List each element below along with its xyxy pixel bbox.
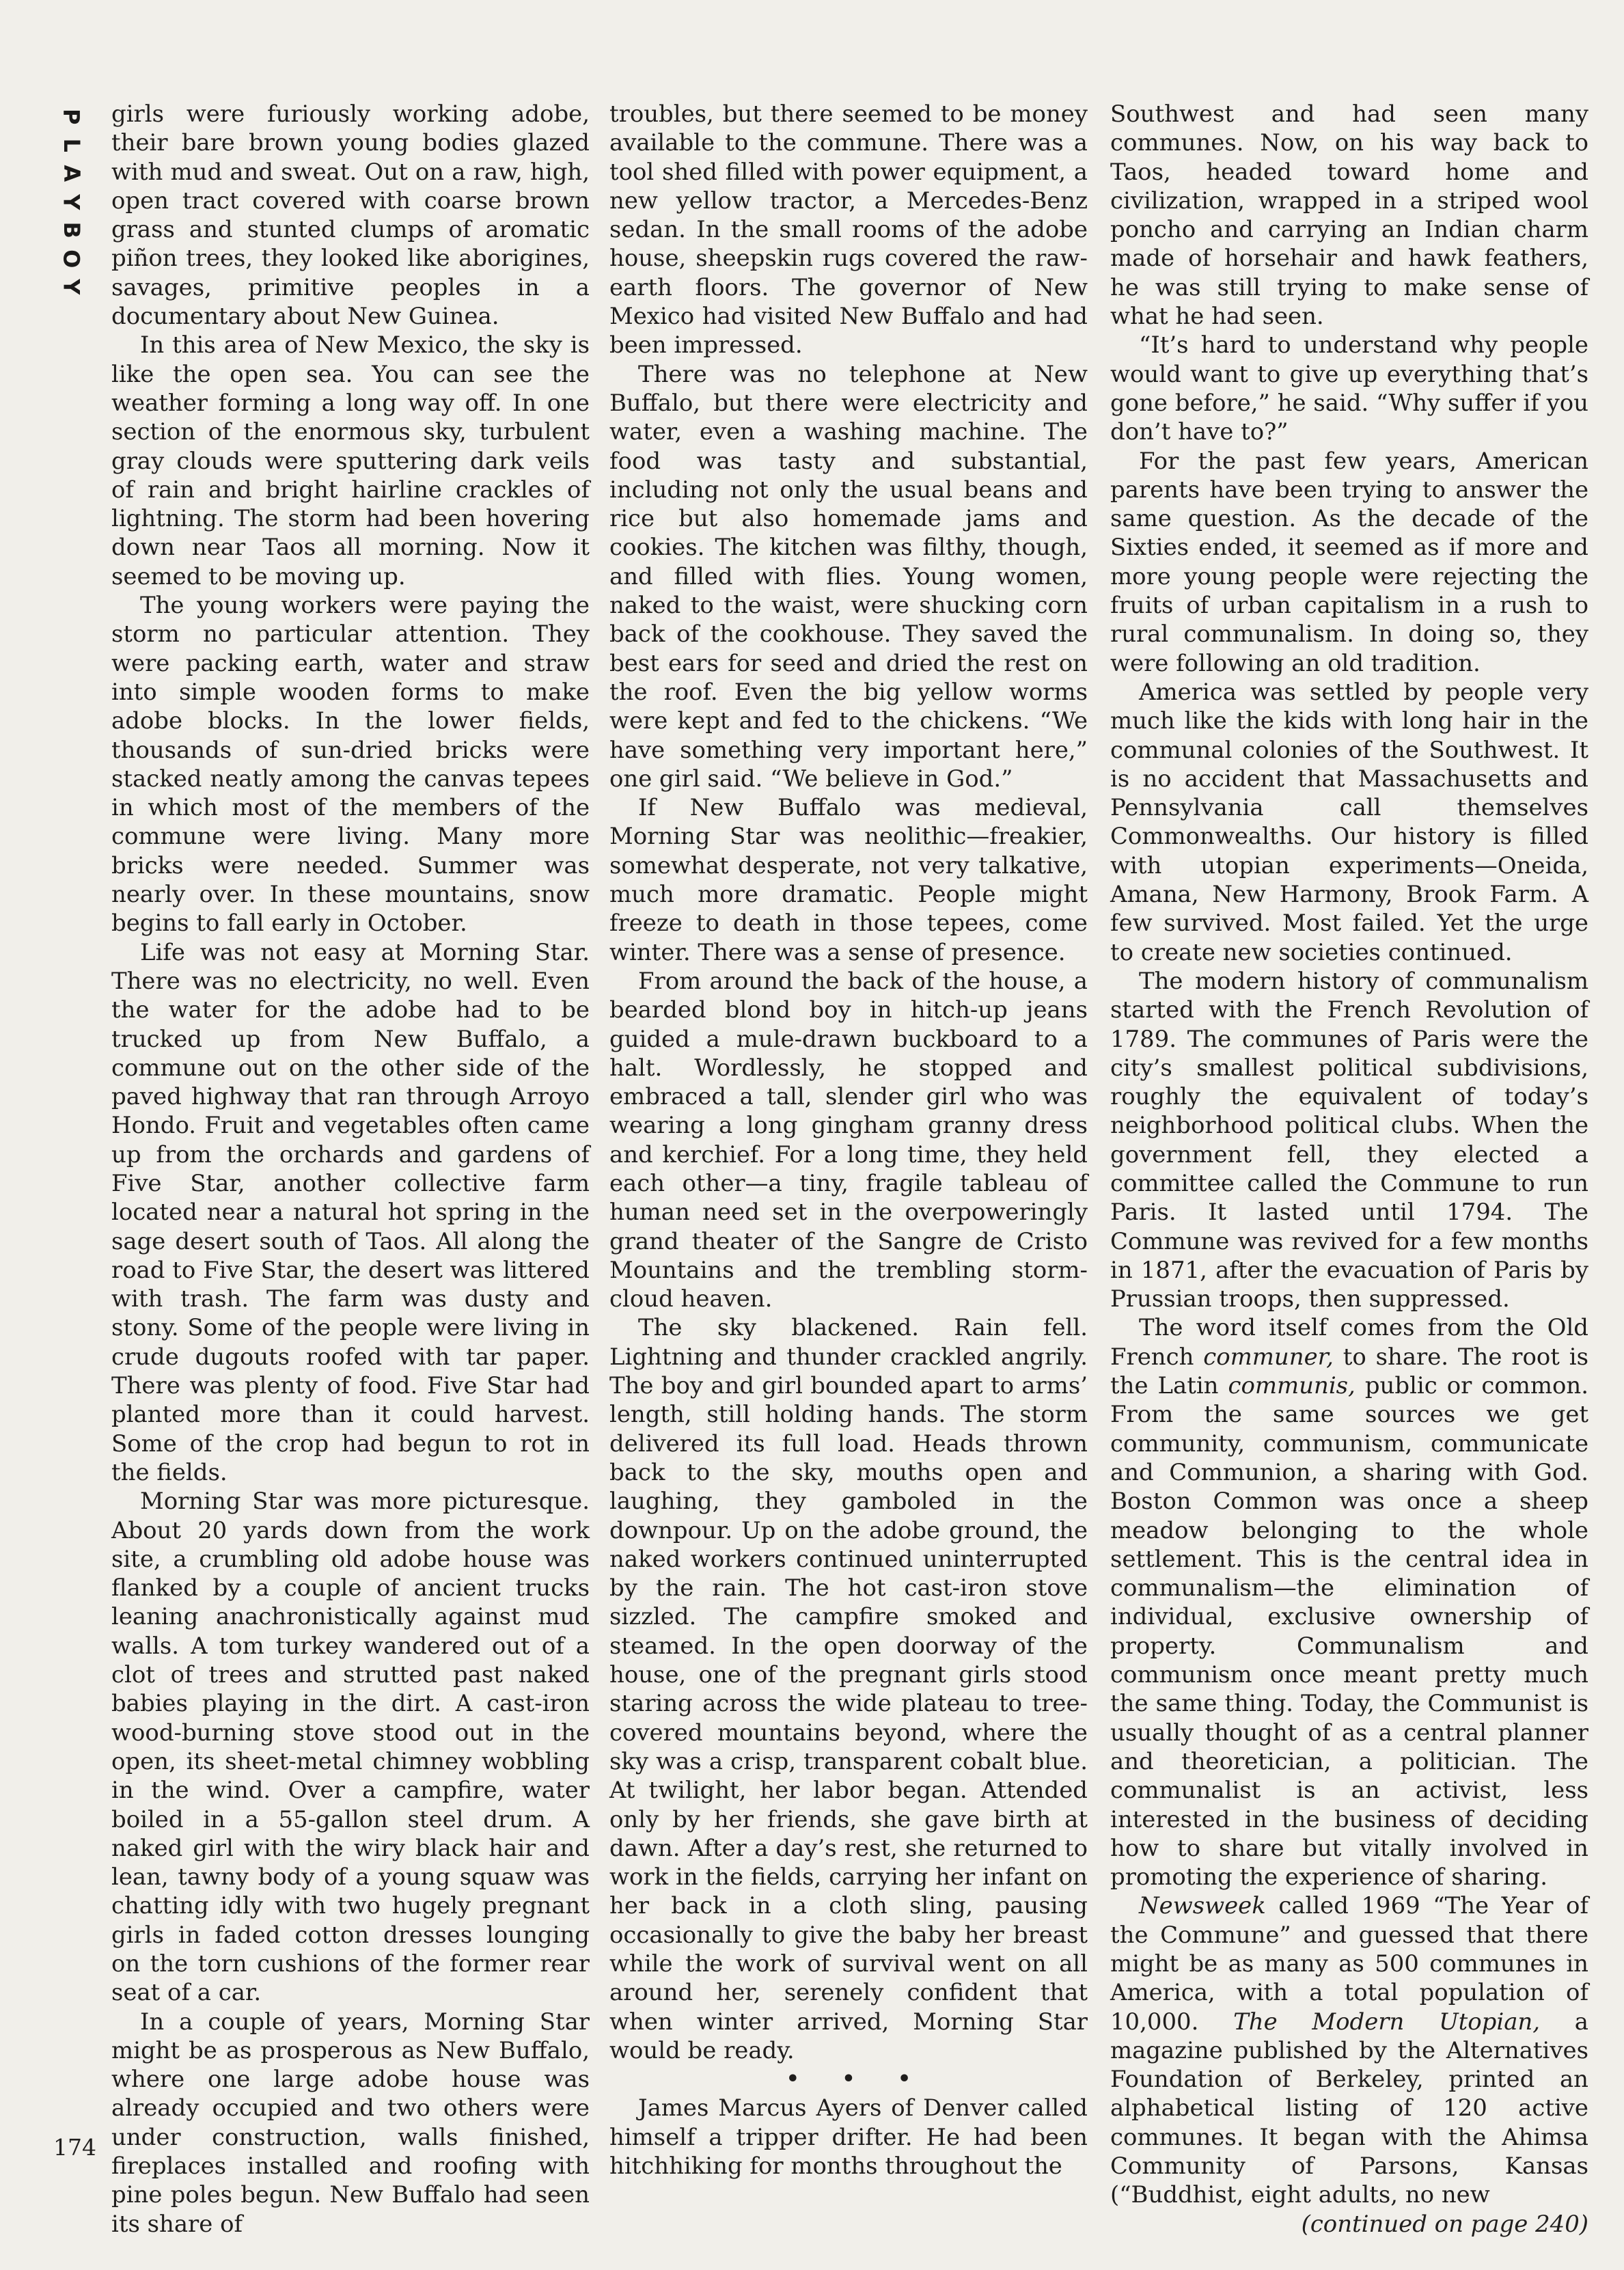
masthead-vertical	[51, 102, 92, 301]
article-column-1	[111, 100, 590, 2239]
paragraph: For the past few years, American parents have been trying to answer the same question. As the decade of the Sixties ended, it seemed as if more and more young people were rejecting the fruits of urban capitalism in a rush to rural communalism. In doing so, they were following an old tradition.	[1110, 447, 1588, 676]
paragraph: The sky blackened. Rain fell. Lightning and thunder crackled angrily. The boy and girl bounded apart to arms’ length, still holding hands. The storm delivered its full load. Heads thrown back to the sky, mouths open and laughing, they gamboled in the downpour. Up on the adobe ground, the naked workers continued uninterrupted by the rain. The hot cast-iron stove sizzled. The campfire smoked and steamed. In the open doorway of the house, one of the pregnant girls stood staring across the wide plateau to tree-covered mountains beyond, where the sky was a crisp, transparent cobalt blue. At twilight, her labor began. Attended only by her friends, she gave birth at dawn. After a day’s rest, she returned to work in the fields, carrying her infant on her back in a cloth sling, pausing occasionally to give the baby her breast while the work of survival went on all around her, serenely confident that when winter arrived, Morning Star would be ready.	[609, 1314, 1088, 2064]
paragraph: Morning Star was more picturesque. About 20 yards down from the work site, a crumbling old adobe house was flanked by a couple of ancient trucks leaning anachronistically against mud walls. A tom turkey wandered out of a clot of trees and strutted past naked babies playing in the dirt. A cast-iron wood-burning stove stood out in the open, its sheet-metal chimney wobbling in the wind. Over a campfire, water boiled in a 55-gallon steel drum. A naked girl with the wiry black hair and lean, tawny body of a young squaw was chatting idly with two hugely pregnant girls in faded cotton dresses lounging on the torn cushions of the former rear seat of a car.	[111, 1488, 590, 2006]
paragraph: In this area of New Mexico, the sky is like the open sea. You can see the weather forming a long way off. In one section of the enormous sky, turbulent gray clouds were sputtering dark veils of rain and bright hairline crackles of lightning. The storm had been hovering down near Taos all morning. Now it seemed to be moving up.	[111, 331, 590, 590]
text-run: a magazine published by the Alternatives Foundation of Berkeley, printed an alphabetical listing of 120 active communes. It began with the Ahimsa Community of Parsons, Kansas (“Buddhist, eight adults, no new	[1110, 2008, 1588, 2209]
italic-term: communis,	[1228, 1372, 1355, 1399]
paragraph: The young workers were paying the storm no particular attention. They were packing earth, water and straw into simple wooden forms to make adobe blocks. In the lower fields, thousands of sun-dried bricks were stacked neatly among the canvas tepees in which most of the members of the commune were living. Many more bricks were needed. Summer was nearly over. In these mountains, snow begins to fall early in October.	[111, 592, 590, 937]
paragraph	[1110, 1891, 1588, 2209]
text-run: public or common. From the same sources we get community, communism, communicate and Communion, a sharing with God. Boston Common was once a sheep meadow belonging to the whole settlement. This is the central idea in communalism—the elimination of individual, exclusive ownership of property. Communalism and communism once meant pretty much the same thing. Today, the Communist is usually thought of as a central planner and theoretician, a politician. The communalist is an activist, less interested in the business of deciding how to share but vitally involved in promoting the experience of sharing.	[1110, 1372, 1588, 1891]
page-number: 174	[53, 2134, 96, 2161]
masthead-letter: L	[58, 138, 85, 152]
continued-note: (continued on page 240)	[1301, 2210, 1588, 2237]
masthead-letter: P	[58, 109, 85, 125]
masthead-letter: Y	[58, 193, 85, 210]
paragraph: In a couple of years, Morning Star might be as prosperous as New Buffalo, where one large adobe house was already occupied and two others were under construction, walls finished, fireplaces installed and roofing with pine poles begun. New Buffalo had seen its share of	[111, 2008, 590, 2237]
text-run: The word itself comes from the Old French	[1110, 1314, 1588, 1370]
text-run: to share. The root is the Latin	[1110, 1343, 1588, 1399]
masthead-letter: O	[58, 249, 85, 268]
paragraph: The modern history of communalism started with the French Revolution of 1789. The communes of Paris were the city’s smallest political subdivisions, roughly the equivalent of today’s neighborhood political clubs. When the government fell, they elected a committee called the Commune to run Paris. It lasted until 1794. The Commune was revived for a few months in 1871, after the evacuation of Paris by Prussian troops, then suppressed.	[1110, 967, 1588, 1313]
paragraph: “It’s hard to understand why people would want to give up everything that’s gone before,” he said. “Why suffer if you don’t have to?”	[1110, 331, 1588, 446]
masthead-letter: Y	[58, 279, 85, 295]
paragraph: If New Buffalo was medieval, Morning Star was neolithic—freakier, somewhat desperate, not very talkative, much more dramatic. People might freeze to death in those tepees, come winter. There was a sense of presence.	[609, 794, 1088, 966]
article-column-2	[609, 100, 1088, 2180]
masthead-letter: A	[58, 165, 85, 182]
paragraph: Life was not easy at Morning Star. There was no electricity, no well. Even the water for the adobe had to be trucked up from New Buffalo, a commune out on the other side of the paved highway that ran through Arroyo Hondo. Fruit and vegetables often came up from the orchards and gardens of Five Star, another collective farm located near a natural hot spring in the sage desert south of Taos. All along the road to Five Star, the desert was littered with trash. The farm was dusty and stony. Some of the people were living in crude dugouts roofed with tar paper. There was plenty of food. Five Star had planted more than it could harvest. Some of the crop had begun to rot in the fields.	[111, 938, 590, 1486]
paragraph: James Marcus Ayers of Denver called himself a tripper drifter. He had been hitchhiking for months throughout the	[609, 2094, 1088, 2180]
paragraph: From around the back of the house, a bearded blond boy in hitch-up jeans guided a mule-drawn buckboard to a halt. Wordlessly, he stopped and embraced a tall, slender girl who was wearing a long gingham granny dress and kerchief. For a long time, they held each other—a tiny, fragile tableau of human need set in the overpoweringly grand theater of the Sangre de Cristo Mountains and the trembling storm-cloud heaven.	[609, 967, 1088, 1313]
masthead-letter: B	[58, 221, 85, 238]
paragraph: girls were furiously working adobe, their bare brown young bodies glazed with mud and sweat. Out on a raw, high, open tract covered with coarse brown grass and stunted clumps of aromatic piñon trees, they looked like aborigines, savages, primitive peoples in a documentary about New Guinea.	[111, 100, 590, 330]
paragraph: America was settled by people very much like the kids with long hair in the communal colonies of the Southwest. It is no accident that Massachusetts and Pennsylvania call themselves Commonwealths. Our history is filled with utopian experiments—Oneida, Amana, New Harmony, Brook Farm. A few survived. Most failed. Yet the urge to create new societies continued.	[1110, 678, 1588, 966]
paragraph	[1110, 1313, 1588, 1891]
text-run: called 1969 “The Year of the Commune” and guessed that there might be as many as 500 communes in America, with a total population of 10,000.	[1110, 1892, 1588, 2035]
italic-term: communer,	[1203, 1343, 1334, 1370]
paragraph: Southwest and had seen many communes. Now, on his way back to Taos, headed toward home and civilization, wrapped in a striped wool poncho and carrying an Indian charm made of horsehair and hawk feathers, he was still trying to make sense of what he had seen.	[1110, 100, 1588, 330]
paragraph: There was no telephone at New Buffalo, but there were electricity and water, even a washing machine. The food was tasty and substantial, including not only the usual beans and rice but also homemade jams and cookies. The kitchen was filthy, though, and filled with flies. Young women, naked to the waist, were shucking corn back of the cookhouse. They saved the best ears for seed and dried the rest on the roof. Even the big yellow worms were kept and fed to the chickens. “We have something very important here,” one girl said. “We believe in God.”	[609, 360, 1088, 792]
paragraph: troubles, but there seemed to be money available to the commune. There was a tool shed filled with power equipment, a new yellow tractor, a Mercedes-Benz sedan. In the small rooms of the adobe house, sheepskin rugs covered the raw-earth floors. The governor of New Mexico had visited New Buffalo and had been impressed.	[609, 100, 1088, 359]
italic-publication: The Modern Utopian,	[1233, 2008, 1540, 2035]
section-divider: • • •	[786, 2067, 929, 2092]
italic-publication: Newsweek	[1139, 1892, 1266, 1919]
article-column-3	[1110, 100, 1588, 2239]
